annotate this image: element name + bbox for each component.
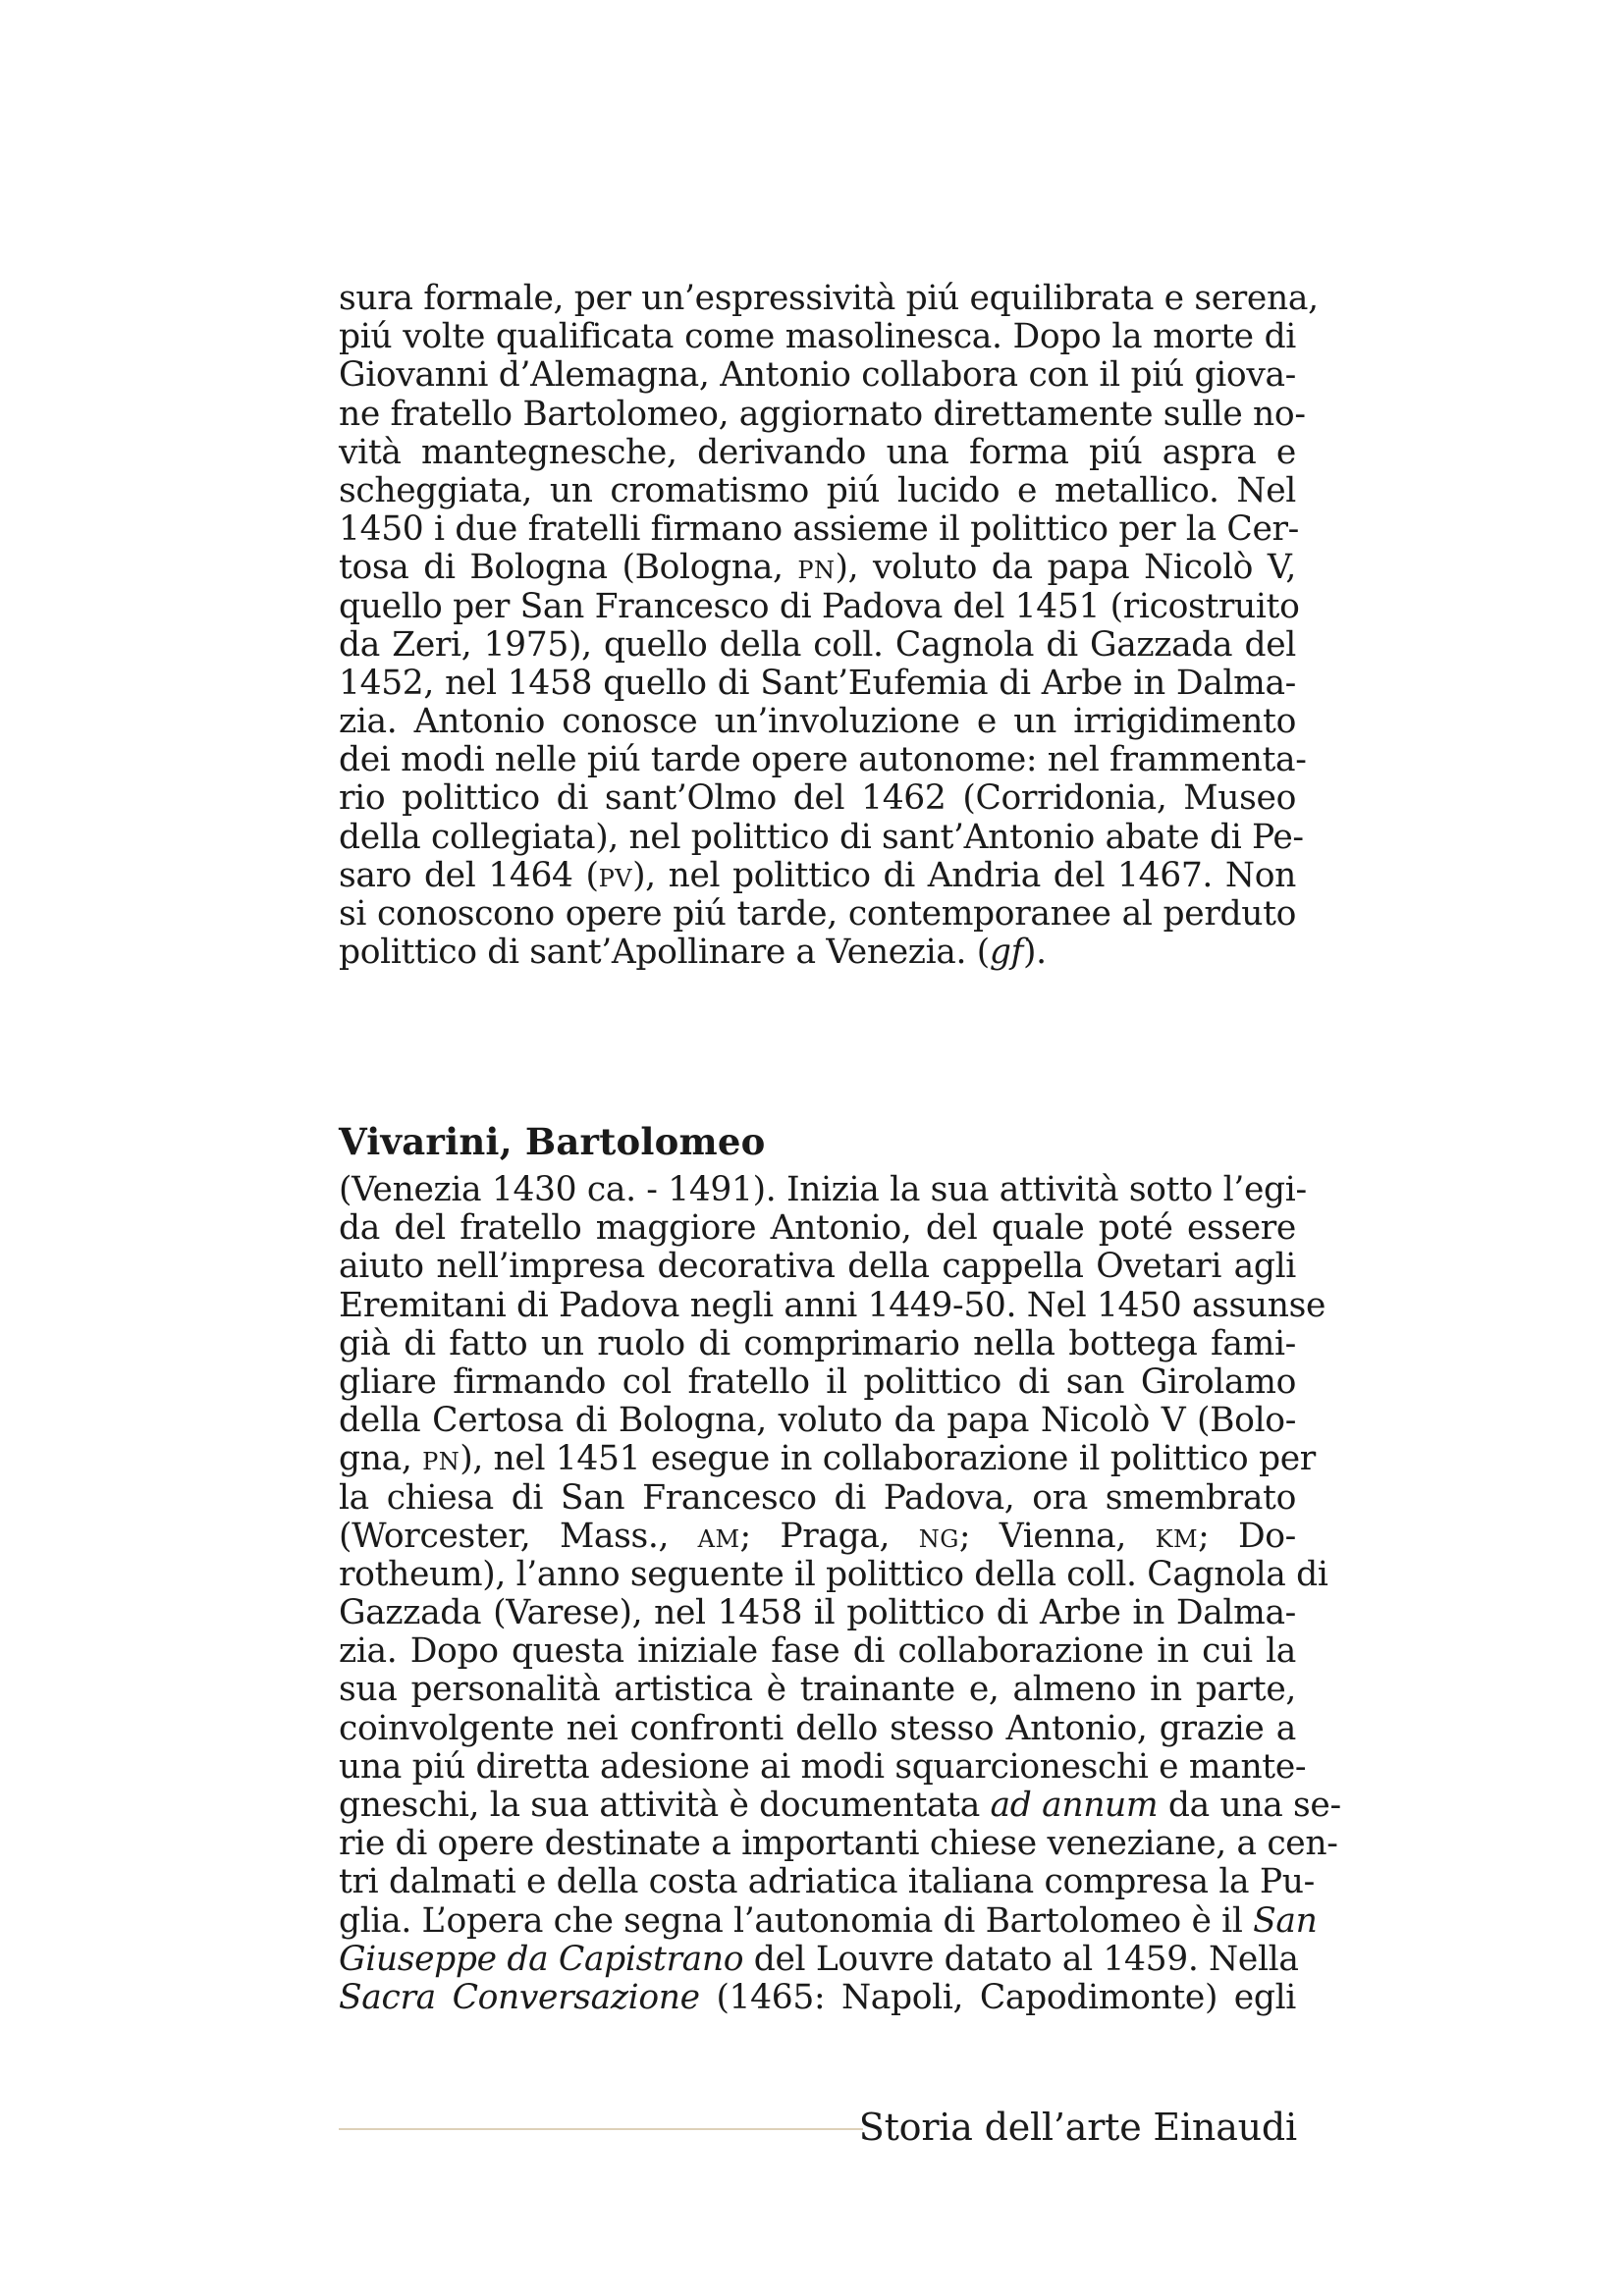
text-line [339,817,1304,857]
text-run: Sacra Conversazione [339,1977,700,2017]
text-line [339,1824,1338,1864]
text-run: NG [918,1524,959,1553]
text-run: dei modi nelle piú tarde opere autonome: nel frammenta- [339,740,1307,780]
text-run: ad annum [990,1786,1159,1825]
text-run: rotheum), l’anno seguente il polittico della coll. Cagnola di [339,1554,1328,1594]
text-line [339,1710,1296,1748]
text-run: si conoscono opere piú tarde, contemporanee al perduto [339,894,1296,934]
text-run: Eremitani di Padova negli anni 1449-50. Nel 1450 assunse [339,1285,1326,1325]
text-line [339,1979,1296,2017]
text-run: ), nel 1451 esegue in collaborazione il polittico per [460,1439,1316,1479]
text-line [339,279,1319,318]
text-run: San [1253,1900,1318,1941]
text-line [339,1939,1299,1979]
text-line [339,1554,1328,1594]
text-run: scheggiata, un cromatismo piú lucido e metallico. Nel [339,470,1296,510]
text-line [339,1671,1296,1709]
text-run: (Worcester, Mass., [339,1516,698,1556]
text-line [339,1862,1315,1902]
text-run: coinvolgente nei confronti dello stesso Antonio, grazie a [339,1708,1296,1748]
text-run: zia. Dopo questa iniziale fase di collaborazione in cui la [339,1631,1296,1672]
text-run: ; Do- [1198,1516,1296,1556]
text-line [339,665,1296,703]
text-line [339,1518,1296,1556]
text-run: polittico di sant’Apollinare a Venezia. ( [339,933,990,973]
text-run: ne fratello Bartolomeo, aggiornato direttamente sulle no- [339,394,1306,434]
text-run: piú volte qualificata come masolinesca. Dopo la morte di [339,317,1296,357]
text-run: da del fratello maggiore Antonio, del quale poté essere [339,1208,1296,1249]
text-run: vità mantegnesche, derivando una forma piú aspra e [339,432,1296,472]
text-run: ), voluto da papa Nicolò V, [835,548,1296,588]
text-line [339,740,1307,780]
text-run: 1450 i due fratelli firmano assieme il polittico per la Cer- [339,509,1299,550]
text-line [339,895,1296,934]
text-run: sua personalità artistica è trainante e, almeno in parte, [339,1670,1296,1710]
text-line [339,434,1296,472]
text-run: sura formale, per un’espressività piú equilibrata e serena, [339,279,1319,318]
text-line [339,1363,1296,1402]
text-line [339,394,1306,434]
text-line [339,1746,1307,1787]
text-run: tri dalmati e della costa adriatica italiana compresa la Pu- [339,1862,1315,1902]
footer-publisher: Storia dell’arte Einaudi [858,2106,1297,2149]
text-run: (1465: Napoli, Capodimonte) egli [699,1977,1296,2017]
text-run: KM [1155,1524,1199,1553]
entry-heading: Vivarini, Bartolomeo [339,1120,766,1163]
text-line [339,1439,1316,1479]
text-run: gneschi, la sua attività è documentata [339,1786,991,1825]
text-line [339,1632,1296,1671]
text-line [339,1170,1307,1209]
text-run: la chiesa di San Francesco di Padova, ora smembrato [339,1477,1296,1518]
text-run: glia. L’opera che segna l’autonomia di Bartolomeo è il [339,1900,1254,1941]
text-run: AM [697,1524,740,1553]
text-run: della Certosa di Bologna, voluto da papa Nicolò V (Bolo- [339,1401,1296,1441]
text-run: tosa di Bologna (Bologna, [339,548,798,588]
text-line [339,857,1296,895]
text-run: ; Vienna, [958,1516,1156,1556]
text-line [339,1209,1296,1248]
text-run: Gazzada (Varese), nel 1458 il polittico di Arbe in Dalma- [339,1593,1296,1633]
text-line [339,1402,1296,1440]
text-run: gf [989,933,1024,973]
text-line [339,1325,1296,1363]
text-run: zia. Antonio conosce un’involuzione e un irrigidimento [339,702,1296,742]
text-run: della collegiata), nel polittico di sant’Antonio abate di Pe- [339,817,1304,857]
text-line [339,626,1296,665]
text-run: Giuseppe da Capistrano [339,1939,744,1979]
text-run: 1452, nel 1458 quello di Sant’Eufemia di Arbe in Dalma- [339,663,1296,703]
text-run: gna, [339,1439,423,1479]
text-run: saro del 1464 ( [339,855,599,895]
text-line [339,1479,1296,1518]
text-line [339,703,1296,741]
text-run: ), nel polittico di Andria del 1467. Non [632,855,1296,895]
text-run: PN [797,557,836,585]
text-run: del Louvre datato al 1459. Nella [743,1939,1299,1979]
footer-rule [339,2128,863,2130]
text-line [339,1285,1326,1325]
text-run: ; Praga, [739,1516,919,1556]
text-run: da Zeri, 1975), quello della coll. Cagnola di Gazzada del [339,624,1296,665]
text-run: ). [1023,933,1047,973]
text-run: PV [598,864,633,892]
text-run: una piú diretta adesione ai modi squarcioneschi e mante- [339,1746,1307,1787]
text-run: (Venezia 1430 ca. - 1491). Inizia la sua attività sotto l’egi- [339,1170,1307,1209]
body-paragraph-2 [339,1170,1341,2017]
text-line [339,509,1299,550]
text-line [339,356,1296,395]
text-line [339,1248,1296,1286]
text-line [339,779,1296,818]
text-run: PN [422,1448,460,1476]
text-line [339,1786,1341,1825]
text-line [339,549,1296,587]
text-run: da una se- [1158,1786,1341,1825]
text-line [339,586,1300,626]
body-paragraph-1 [339,279,1319,973]
text-run: rio polittico di sant’Olmo del 1462 (Corridonia, Museo [339,778,1296,819]
text-run: quello per San Francesco di Padova del 1451 (ricostruito [339,586,1300,626]
text-line [339,472,1296,510]
text-run: gliare firmando col fratello il polittico di san Girolamo [339,1362,1296,1402]
text-run: già di fatto un ruolo di comprimario nella bottega fami- [339,1323,1296,1363]
text-run: Giovanni d’Alemagna, Antonio collabora con il piú giova- [339,355,1296,396]
text-run: aiuto nell’impresa decorativa della cappella Ovetari agli [339,1247,1296,1287]
text-line [339,934,1296,972]
text-line [339,318,1296,356]
text-line [339,1594,1296,1632]
text-line [339,1900,1318,1941]
text-run: rie di opere destinate a importanti chiese veneziane, a cen- [339,1824,1338,1864]
